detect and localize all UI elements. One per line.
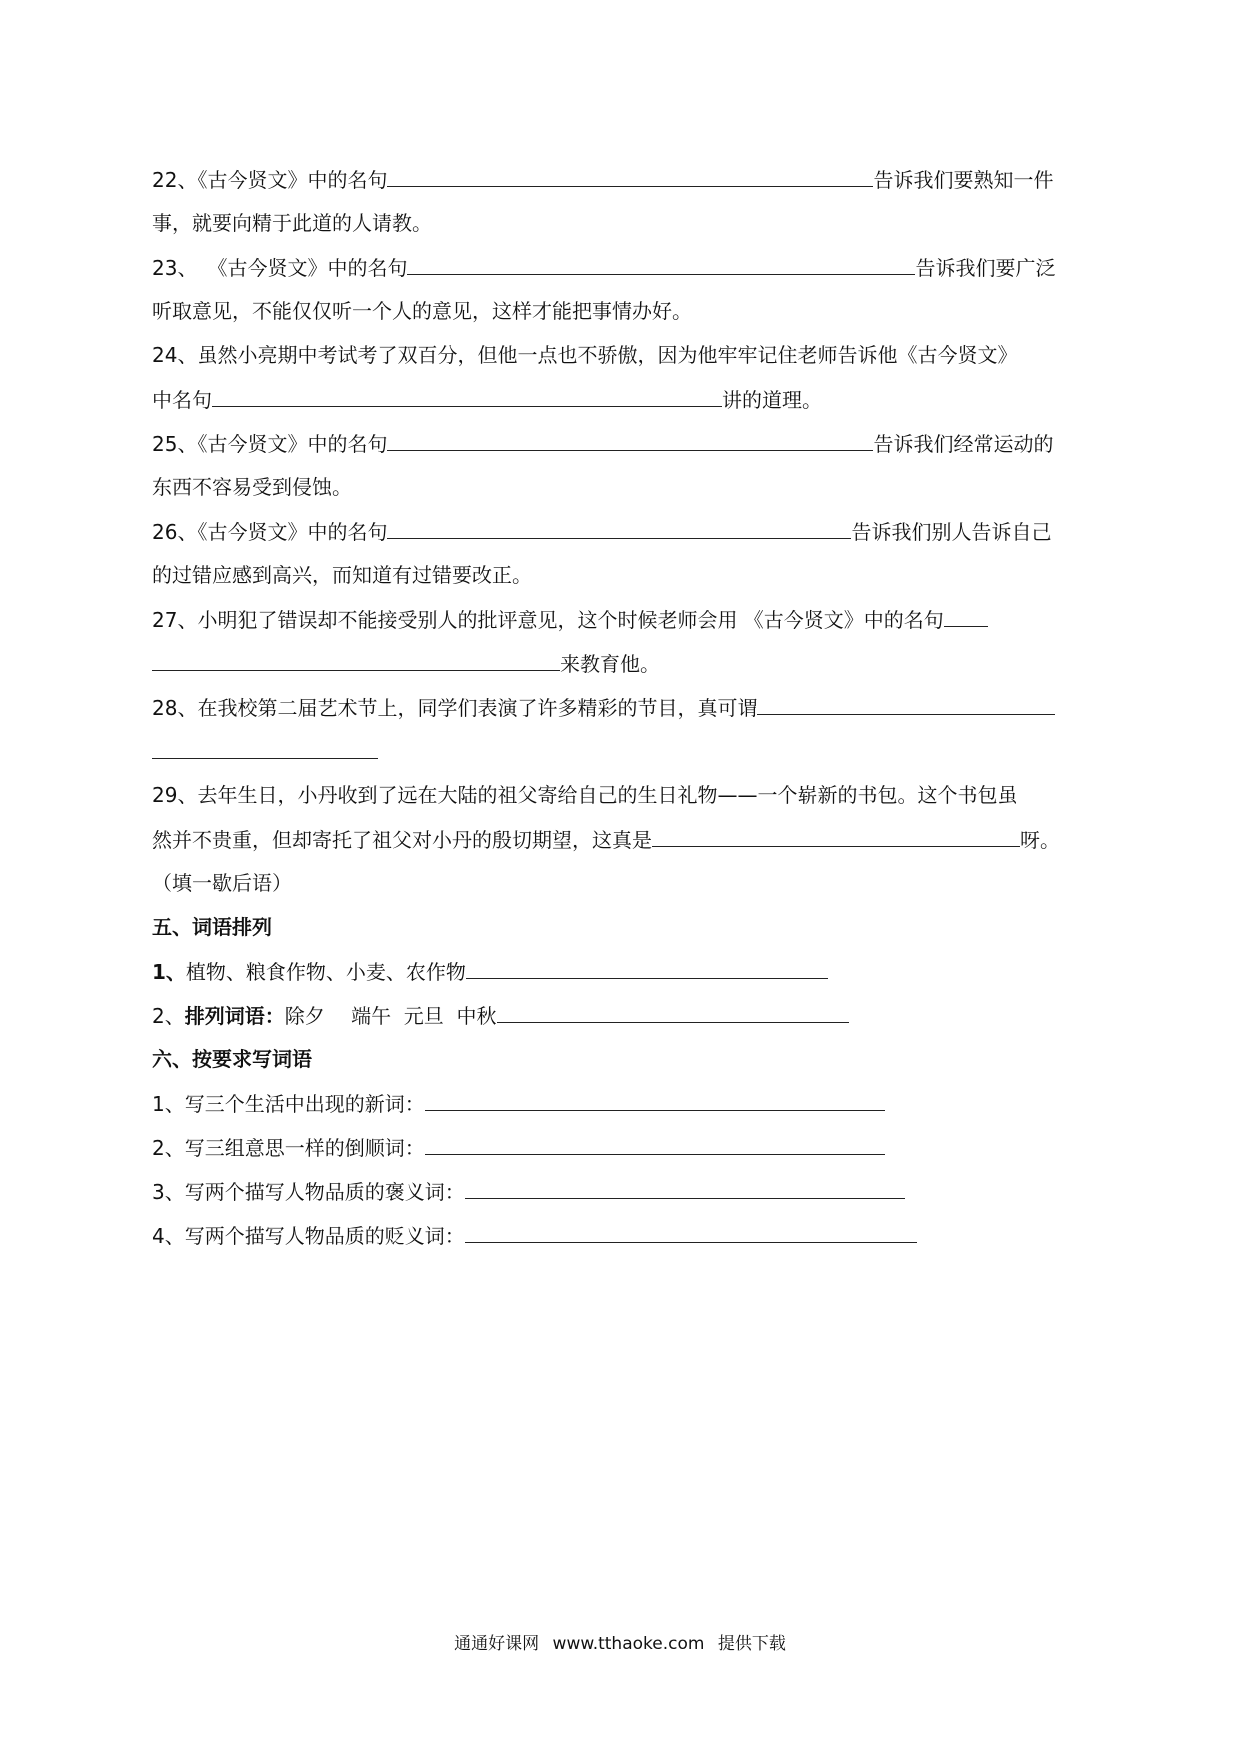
s6-item2-text: 写三组意思一样的倒顺词： (184, 1136, 425, 1160)
q26-prefix: 《古今贤文》中的名句 (197, 520, 388, 544)
q29-line2-prefix: 然并不贵重，但却寄托了祖父对小丹的殷切期望，这真是 (152, 828, 652, 852)
q23-suffix: 告诉我们要广泛 (915, 256, 1056, 280)
q22-suffix: 告诉我们要熟知一件 (873, 168, 1054, 192)
q27-answer-blank[interactable] (152, 650, 560, 671)
s6-item1-text: 写三个生活中出现的新词： (184, 1092, 425, 1116)
section-6-item-2 (152, 1134, 885, 1160)
q26-number: 26、 (152, 520, 198, 544)
q25-line2: 东西不容易受到侵蚀。 (152, 475, 352, 499)
q27-text: 小明犯了错误却不能接受别人的批评意见，这个时候老师会用 《古今贤文》中的名句 (197, 608, 944, 632)
q23-number: 23、 (152, 256, 198, 280)
s6-item3-answer-blank[interactable] (465, 1178, 905, 1199)
q23-prefix: 《古今贤文》中的名句 (207, 256, 408, 280)
s5-item1-number: 1、 (152, 960, 186, 984)
question-29 (152, 782, 1017, 808)
question-25 (152, 430, 1053, 456)
question-28 (152, 694, 1055, 720)
q24-text: 虽然小亮期中考试考了双百分，但他一点也不骄傲，因为他牢牢记住老师告诉他《古今贤文》 (197, 343, 1018, 367)
s6-item2-number: 2、 (152, 1136, 185, 1160)
section-5-item-1 (152, 958, 828, 984)
q24-line2-suffix: 讲的道理。 (722, 388, 822, 412)
q28-text: 在我校第二届艺术节上，同学们表演了许多精彩的节目，真可谓 (197, 696, 758, 720)
q26-suffix: 告诉我们别人告诉自己 (851, 520, 1052, 544)
s6-item1-number: 1、 (152, 1092, 185, 1116)
q22-number: 22、 (152, 168, 198, 192)
q26-answer-blank[interactable] (387, 518, 851, 539)
footer-url[interactable]: www.tthaoke.com (552, 1634, 705, 1654)
footer-site-name: 通通好课网 (454, 1634, 540, 1654)
q28-number: 28、 (152, 696, 198, 720)
section-5-item-2 (152, 1002, 849, 1028)
q29-number: 29、 (152, 783, 198, 807)
q22-prefix: 《古今贤文》中的名句 (197, 168, 388, 192)
q27-number: 27、 (152, 608, 198, 632)
section-6-item-1 (152, 1090, 885, 1116)
section-6-item-4 (152, 1222, 917, 1248)
question-24 (152, 342, 1017, 368)
s6-item4-answer-blank[interactable] (465, 1222, 917, 1243)
q22-line2: 事，就要向精于此道的人请教。 (152, 211, 432, 235)
s6-item3-text: 写两个描写人物品质的褒义词： (184, 1180, 465, 1204)
q24-line2 (152, 386, 822, 412)
question-27 (152, 606, 988, 632)
s5-item2-answer-blank[interactable] (497, 1002, 849, 1023)
question-23 (152, 254, 1055, 280)
q27-line2 (152, 650, 660, 676)
s6-item2-answer-blank[interactable] (425, 1134, 885, 1155)
s6-item4-number: 4、 (152, 1224, 185, 1248)
q29-line3: （填一歇后语） (152, 871, 292, 895)
page-footer (0, 1632, 1240, 1656)
q25-answer-blank[interactable] (387, 430, 873, 451)
s5-item1-text: 植物、粮食作物、小麦、农作物 (185, 960, 466, 984)
s6-item4-text: 写两个描写人物品质的贬义词： (184, 1224, 465, 1248)
s5-item1-answer-blank[interactable] (466, 958, 828, 979)
q28-answer-blank-continued[interactable] (152, 738, 378, 759)
section-6-heading: 六、按要求写词语 (152, 1047, 312, 1071)
q27-line2-suffix: 来教育他。 (560, 652, 660, 676)
q25-suffix: 告诉我们经常运动的 (873, 432, 1054, 456)
q23-answer-blank[interactable] (407, 254, 915, 275)
section-5-heading: 五、词语排列 (152, 915, 272, 939)
q25-number: 25、 (152, 432, 198, 456)
footer-tail: 提供下载 (717, 1634, 786, 1654)
q29-text: 去年生日，小丹收到了远在大陆的祖父寄给自己的生日礼物——一个崭新的书包。这个书包虽 (197, 783, 1018, 807)
q28-line2 (152, 738, 378, 764)
question-26 (152, 518, 1051, 544)
s6-item1-answer-blank[interactable] (425, 1090, 885, 1111)
q22-answer-blank[interactable] (387, 166, 873, 187)
q24-answer-blank[interactable] (212, 386, 722, 407)
q27-answer-blank-start[interactable] (944, 606, 988, 627)
question-22 (152, 166, 1053, 192)
q29-line2 (152, 826, 1060, 852)
q24-line2-prefix: 中名句 (152, 388, 212, 412)
q26-line2: 的过错应感到高兴，而知道有过错要改正。 (152, 563, 532, 587)
q29-line2-suffix: 呀。 (1020, 828, 1060, 852)
s5-item2-words: 除夕 端午 元旦 中秋 (284, 1004, 497, 1028)
s6-item3-number: 3、 (152, 1180, 185, 1204)
q29-answer-blank[interactable] (652, 826, 1020, 847)
q28-answer-blank[interactable] (757, 694, 1055, 715)
q25-prefix: 《古今贤文》中的名句 (197, 432, 388, 456)
q24-number: 24、 (152, 343, 198, 367)
section-6-item-3 (152, 1178, 905, 1204)
s5-item2-label: 排列词语： (184, 1004, 285, 1028)
q23-line2: 听取意见，不能仅仅听一个人的意见，这样才能把事情办好。 (152, 299, 692, 323)
s5-item2-number: 2、 (152, 1004, 185, 1028)
